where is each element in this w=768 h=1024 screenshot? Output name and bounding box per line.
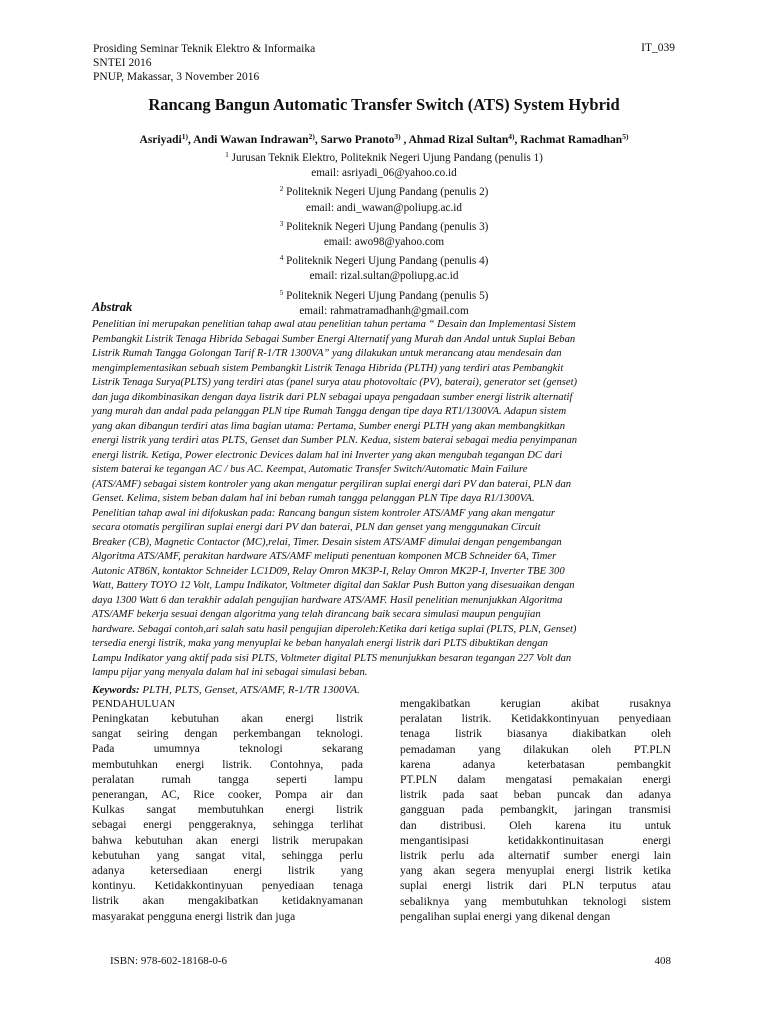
author-separator: , bbox=[400, 134, 409, 146]
affiliation-list bbox=[0, 147, 768, 319]
author-name: Asriyadi bbox=[139, 134, 182, 146]
abstract-line: Listrik Rumah Tangga Golongan Tarif R-1/TR 1300VA” yang dilakukan untuk merancang atau mendesain dan bbox=[92, 348, 562, 359]
abstract-line: Genset. Kelima, sistem beban dalam hal ini beban rumah tangga pelanggan PLN Tipe daya R1/1300VA. bbox=[92, 493, 535, 504]
author-name: Rachmat Ramadhan bbox=[520, 134, 623, 146]
affiliation-email: email: andi_wawan@poliupg.ac.id bbox=[305, 201, 462, 214]
body-line: kebutuhan yang sangat vital, sehingga perlu bbox=[92, 849, 363, 862]
affiliation-email: email: rizal.sultan@poliupg.ac.id bbox=[309, 270, 459, 283]
body-line: pengalihan suplai energi yang dikenal dengan bbox=[400, 910, 611, 923]
abstract-line: (ATS/AMF) sebagai sistem kontroler yang akan mengatur pergiliran suplai energi dari PV dan baterai, PLN dan bbox=[92, 478, 572, 490]
keywords-label: Keywords: bbox=[92, 684, 140, 696]
abstract-line: mengimplementasikan sebuah sistem Pembangkit Listrik Tenaga Hibrida (PLTH) yang terdiri atas Pembangkit bbox=[92, 362, 564, 374]
affiliation-text: Politeknik Negeri Ujung Pandang (penulis 5) bbox=[283, 289, 489, 302]
body-line: bahwa kebutuhan akan energi listrik merupakan bbox=[92, 834, 363, 847]
author-separator: , bbox=[314, 134, 321, 146]
author-mark: 1) bbox=[181, 132, 188, 141]
affiliation-text: Politeknik Negeri Ujung Pandang (penulis 4) bbox=[283, 255, 489, 268]
abstract-line: Penelitian tahap awal ini difokuskan pada: Rancang bangun sistem kontroler ATS/AMF yang akan mengatur bbox=[92, 507, 556, 519]
isbn: ISBN: 978-602-18168-0-6 bbox=[110, 955, 228, 967]
abstract-line: ATS/AMF bekerja sesuai dengan algoritma yang telah dirancang baik secara simulasi maupun pengujian bbox=[92, 609, 541, 620]
author-mark: 4) bbox=[508, 132, 515, 141]
abstract-line: lampu pijar yang menyala dalam hal ini sebagai simulasi beban. bbox=[92, 667, 368, 678]
body-line: peralatan listrik. Ketidakkontinyuan penyediaan bbox=[400, 713, 671, 726]
section-heading: PENDAHULUAN bbox=[92, 698, 176, 710]
body-line: sebaliknya yang membutuhkan teknologi sistem bbox=[400, 895, 671, 908]
abstract-line: Pembangkit Listrik Tenaga Hibrida Sebagai Sumber Energi Alternatif yang Murah dan Andal untuk Suplai Beban bbox=[92, 333, 576, 345]
keywords-text: PLTH, PLTS, Genset, ATS/AMF, R-1/TR 1300VA. bbox=[139, 684, 360, 696]
body-line: suplai energi listrik dari PLN terputus atau bbox=[400, 880, 671, 893]
abstract-line: Watt, Battery TOYO 12 Volt, Lampu Indikator, Voltmeter digital dan Saklar Push Button yang disesuaikan dengan bbox=[92, 580, 575, 591]
abstract-line: Listrik Tenaga Surya(PLTS) yang terdiri atas (panel surya atau photovoltaic (PV), baterai), generator set (genset) bbox=[92, 377, 578, 388]
abstract-line: hardware. Sebagai contoh,ari salah satu hasil pengujian diperoleh:Ketika dari ketiga suplai (PLTS, PLN, Genset) bbox=[92, 623, 577, 635]
author-name: Ahmad Rizal Sultan bbox=[408, 134, 509, 146]
abstract-line: Lampu Indikator yang aktif pada sisi PLTS, Voltmeter digital PLTS menunjukkan besaran tegangan 227 Volt dan bbox=[92, 652, 572, 664]
author-mark: 5) bbox=[622, 132, 629, 141]
paper-title: Rancang Bangun Automatic Transfer Switch (ATS) System Hybrid bbox=[148, 95, 620, 114]
author-name: Andi Wawan Indrawan bbox=[193, 134, 309, 146]
body-line: penerangan, AC, Rice cooker, Pompa air dan bbox=[92, 789, 363, 802]
affiliation-email: email: awo98@yahoo.com bbox=[323, 236, 445, 249]
body-line: gangguan pada pembangkit, jaringan transmisi bbox=[400, 804, 671, 817]
affiliation-text: Politeknik Negeri Ujung Pandang (penulis 2) bbox=[283, 186, 489, 199]
abstract-line: daya 1300 Watt 6 dan terakhir adalah pengujian hardware ATS/AMF. Hasil penelitian menunjukkan Algoritma bbox=[92, 594, 563, 606]
body-line: Kulkas sangat membutuhkan energi listrik bbox=[92, 804, 363, 817]
abstract-line: Penelitian ini merupakan penelitian tahap awal atau penelitian tahun pertama “ Desain dan Implementasi Sistem bbox=[92, 319, 576, 330]
author-separator: , bbox=[514, 134, 521, 146]
abstract-line: Breaker (CB), Magnetic Contactor (MC),relai, Timer. Desain sistem ATS/AMF dimulai dengan pengembangan bbox=[92, 536, 562, 548]
affiliation-number: 2 bbox=[279, 184, 284, 194]
page-number: 408 bbox=[654, 955, 671, 967]
author-separator: , bbox=[187, 134, 194, 146]
affiliation-number: 4 bbox=[279, 253, 284, 263]
body-line: pemadaman yang dilakukan oleh PT.PLN bbox=[400, 743, 671, 756]
author-list bbox=[0, 132, 768, 146]
body-line: listrik akan mengakibatkan ketidaknyamanan bbox=[92, 895, 363, 908]
body-line: listrik perlu ada alternatif sumber energi lain bbox=[400, 850, 671, 863]
body-line: Pada umumnya teknologi sekarang bbox=[92, 743, 363, 756]
affiliation-number: 5 bbox=[279, 287, 284, 297]
abstract-line: energi listrik yang terdiri atas PLTS, Genset dan Sumber PLN. Kedua, sistem baterai sebagai media penyimpanan bbox=[92, 435, 578, 446]
abstract-line: yang murah dan andal pada pelanggan PLN tipe Rumah Tangga dengan tipe daya RT1/1300VA. Adapun sistem bbox=[92, 406, 567, 417]
author-mark: 3) bbox=[394, 132, 401, 141]
author-mark: 2) bbox=[308, 132, 315, 141]
abstract-line: sistem baterai ke tegangan AC / bus AC. Keempat, Automatic Transfer Switch/Automatic Main Failure bbox=[92, 464, 528, 475]
affiliation bbox=[0, 147, 768, 166]
paper-code: IT_039 bbox=[641, 42, 675, 54]
proceedings-header bbox=[93, 42, 315, 84]
abstract-line: Algoritma ATS/AMF, perakitan hardware ATS/AMF meliputi penentuan komponen MCB Schneider 6A, Timer bbox=[92, 551, 557, 562]
body-line: adanya ketersediaan energi listrik yang bbox=[92, 865, 363, 878]
abstract-heading: Abstrak bbox=[92, 300, 133, 314]
body-line: listrik pada saat beban puncak dan adanya bbox=[400, 789, 671, 802]
abstract-line: Autonic AT86N, kontaktor Schneider LC1D09, Relay Omron MK3P-I, Relay Omron MK2P-I, Inverter TBE 300 bbox=[92, 565, 565, 577]
affiliation bbox=[0, 250, 768, 269]
keywords bbox=[92, 684, 360, 696]
body-line: mengakibatkan kerugian akibat rusaknya bbox=[400, 698, 671, 710]
affiliation-text: Jurusan Teknik Elektro, Politeknik Negeri Ujung Pandang (penulis 1) bbox=[228, 152, 543, 164]
body-line: tenaga listrik biasanya diakibatkan oleh bbox=[400, 728, 671, 741]
affiliation bbox=[0, 181, 768, 200]
body-line: membutuhkan energi listrik. Contohnya, pada bbox=[92, 758, 363, 771]
abstract-line: tersedia energi listrik, maka yang menyuplai ke beban hanyalah energi listrik dari PLTS dibuktikan dengan bbox=[92, 638, 548, 649]
body-line: PT.PLN dalam mengatasi pemakaian energi bbox=[400, 774, 671, 787]
abstract-line: dan juga dikombinasikan dengan daya listrik dari PLN sebagai upaya pengadaan sumber energi listrik alternatif bbox=[92, 391, 573, 403]
body-line: sebagai energi penggeraknya, sehingga terlihat bbox=[92, 819, 363, 832]
body-line: karena adanya keterbatasan pembangkit bbox=[400, 758, 671, 771]
header-line: PNUP, Makassar, 3 November 2016 bbox=[93, 71, 260, 83]
affiliation-email: email: asriyadi_06@yahoo.co.id bbox=[311, 167, 457, 180]
body-line: masyarakat pengguna energi listrik dan juga bbox=[92, 910, 296, 923]
affiliation-email: email: rahmatramadhanh@gmail.com bbox=[299, 304, 469, 317]
abstract-line: yang akan dibangun terdiri atas lima bagian utama: Pertama, Sumber energi PLTH yang akan membangkitkan bbox=[92, 420, 566, 432]
right-column bbox=[400, 697, 671, 925]
affiliation-number: 3 bbox=[279, 218, 284, 228]
affiliation-text: Politeknik Negeri Ujung Pandang (penulis 3) bbox=[283, 220, 489, 233]
body-line: yang akan segera menyuplai energi listrik ketika bbox=[400, 865, 671, 878]
header-line: SNTEI 2016 bbox=[93, 57, 152, 69]
body-line: kontinyu. Ketidakkontinyuan penyediaan tenaga bbox=[92, 880, 363, 893]
body-line: dan distribusi. Oleh karena itu untuk bbox=[400, 819, 671, 832]
body-line: sangat seiring dengan perkembangan teknologi. bbox=[92, 728, 363, 741]
author-name: Sarwo Pranoto bbox=[320, 134, 395, 146]
abstract-line: energi listrik. Ketiga, Power electronic Devices dalam hal ini Inverter yang akan mengubah tegangan DC dari bbox=[92, 449, 563, 461]
affiliation-number: 1 bbox=[225, 150, 229, 159]
body-line: mengantisipasi ketidakkontinuitasan energi bbox=[400, 834, 671, 847]
affiliation bbox=[0, 216, 768, 235]
body-line: Peningkatan kebutuhan akan energi listrik bbox=[92, 713, 363, 725]
abstract-line: secara otomatis pergiliran suplai energi dari PV dan baterai, PLN dan genset yang menggunakan Circuit bbox=[92, 522, 541, 533]
abstract-body bbox=[92, 318, 678, 681]
header-line: Prosiding Seminar Teknik Elektro & Informaika bbox=[93, 43, 316, 55]
body-line: peralatan rumah tangga seperti lampu bbox=[92, 773, 363, 786]
left-column bbox=[92, 712, 363, 925]
